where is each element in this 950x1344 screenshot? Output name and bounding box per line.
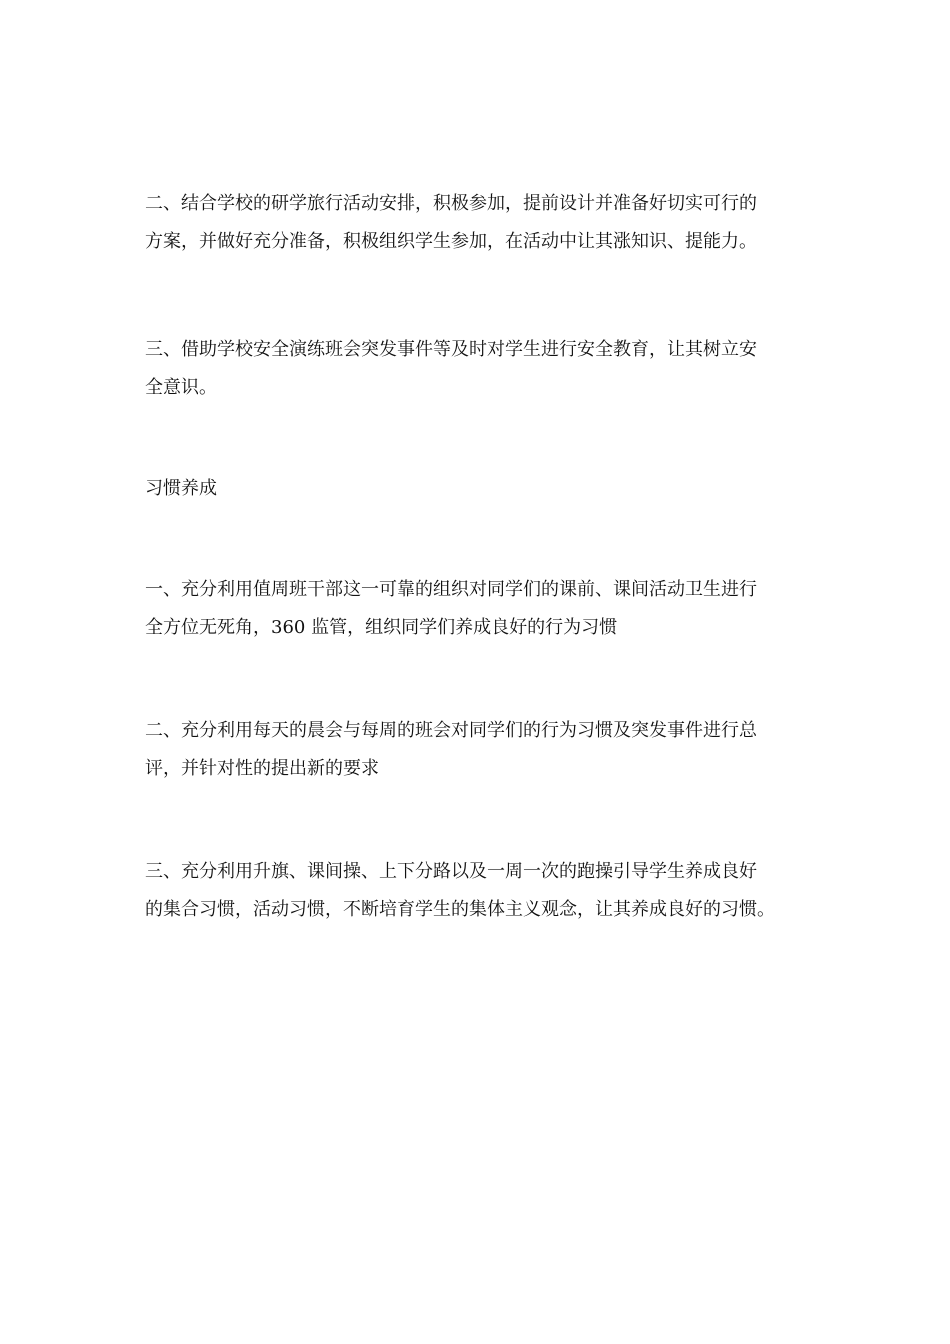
paragraph-safety-education <box>145 331 810 407</box>
paragraph-line: 方案，并做好充分准备，积极组织学生参加，在活动中让其涨知识、提能力。 <box>145 231 757 252</box>
paragraph-line: 全意识。 <box>145 377 217 398</box>
paragraph-duty-cadres <box>145 571 810 647</box>
paragraph-line: 评，并针对性的提出新的要求 <box>145 758 379 779</box>
section-heading-text: 习惯养成 <box>145 478 217 499</box>
paragraph-line: 的集合习惯，活动习惯，不断培育学生的集体主义观念，让其养成良好的习惯。 <box>145 899 775 920</box>
paragraph-line: 全方位无死角，360 监管，组织同学们养成良好的行为习惯 <box>145 617 618 638</box>
section-heading-habit-formation <box>145 470 810 508</box>
paragraph-research-trip <box>145 185 810 261</box>
paragraph-line: 二、充分利用每天的晨会与每周的班会对同学们的行为习惯及突发事件进行总 <box>145 720 757 741</box>
paragraph-morning-meeting <box>145 712 810 788</box>
paragraph-line: 一、充分利用值周班干部这一可靠的组织对同学们的课前、课间活动卫生进行 <box>145 579 757 600</box>
paragraph-line: 二、结合学校的研学旅行活动安排，积极参加，提前设计并准备好切实可行的 <box>145 193 757 214</box>
paragraph-flag-raising <box>145 853 810 929</box>
paragraph-line: 三、充分利用升旗、课间操、上下分路以及一周一次的跑操引导学生养成良好 <box>145 861 757 882</box>
paragraph-line: 三、借助学校安全演练班会突发事件等及时对学生进行安全教育，让其树立安 <box>145 339 757 360</box>
